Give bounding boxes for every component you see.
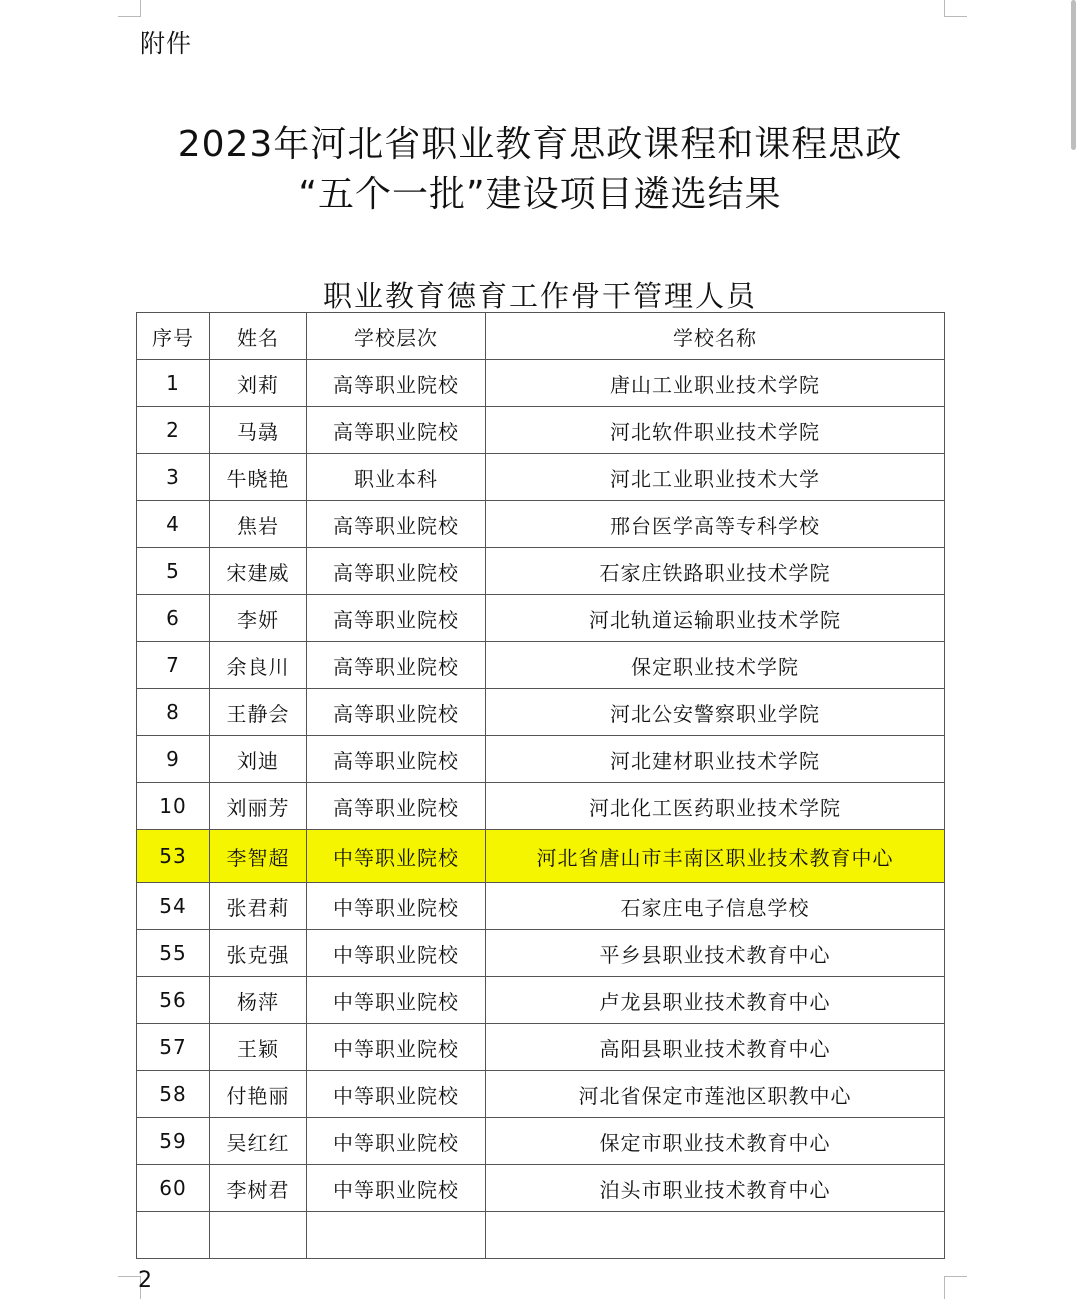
cell-school-name: 泊头市职业技术教育中心 bbox=[486, 1165, 945, 1212]
cell-index: 58 bbox=[137, 1071, 210, 1118]
cell-name: 付艳丽 bbox=[210, 1071, 307, 1118]
cell-name: 王静会 bbox=[210, 689, 307, 736]
cell-name: 王颖 bbox=[210, 1024, 307, 1071]
cell-name: 张君莉 bbox=[210, 883, 307, 930]
cell-school-level: 高等职业院校 bbox=[307, 595, 486, 642]
table-row bbox=[137, 595, 945, 642]
cell-school-level: 高等职业院校 bbox=[307, 689, 486, 736]
empty-cell bbox=[210, 1212, 307, 1259]
cell-index: 1 bbox=[137, 360, 210, 407]
cell-school-name: 河北省保定市莲池区职教中心 bbox=[486, 1071, 945, 1118]
cell-index: 8 bbox=[137, 689, 210, 736]
cell-school-name: 高阳县职业技术教育中心 bbox=[486, 1024, 945, 1071]
cell-school-name: 唐山工业职业技术学院 bbox=[486, 360, 945, 407]
table-row bbox=[137, 977, 945, 1024]
document-title-line2: “五个一批”建设项目遴选结果 bbox=[298, 174, 782, 215]
table-header-row bbox=[137, 313, 945, 360]
cell-school-level: 中等职业院校 bbox=[307, 830, 486, 883]
cell-name: 吴红红 bbox=[210, 1118, 307, 1165]
cell-school-level: 中等职业院校 bbox=[307, 977, 486, 1024]
cell-index: 5 bbox=[137, 548, 210, 595]
empty-cell bbox=[137, 1212, 210, 1259]
cell-index: 7 bbox=[137, 642, 210, 689]
cell-name: 李树君 bbox=[210, 1165, 307, 1212]
cell-index: 9 bbox=[137, 736, 210, 783]
cell-index: 4 bbox=[137, 501, 210, 548]
table-row bbox=[137, 1118, 945, 1165]
page-number: 2 bbox=[138, 1268, 152, 1293]
crop-mark-top-left bbox=[118, 0, 141, 17]
cell-index: 10 bbox=[137, 783, 210, 830]
cell-index: 2 bbox=[137, 407, 210, 454]
table-body bbox=[137, 360, 945, 1259]
cell-name: 焦岩 bbox=[210, 501, 307, 548]
cell-school-level: 高等职业院校 bbox=[307, 736, 486, 783]
cell-school-name: 河北公安警察职业学院 bbox=[486, 689, 945, 736]
cell-school-level: 中等职业院校 bbox=[307, 930, 486, 977]
cell-school-name: 邢台医学高等专科学校 bbox=[486, 501, 945, 548]
cell-name: 张克强 bbox=[210, 930, 307, 977]
table-subtitle: 职业教育德育工作骨干管理人员 bbox=[322, 279, 757, 313]
cell-school-name: 卢龙县职业技术教育中心 bbox=[486, 977, 945, 1024]
cell-school-level: 中等职业院校 bbox=[307, 1118, 486, 1165]
cell-name: 马骉 bbox=[210, 407, 307, 454]
cell-school-name: 河北建材职业技术学院 bbox=[486, 736, 945, 783]
table-row bbox=[137, 360, 945, 407]
cell-name: 牛晓艳 bbox=[210, 454, 307, 501]
cell-index: 55 bbox=[137, 930, 210, 977]
crop-mark-bottom-right bbox=[944, 1276, 967, 1299]
cell-school-name: 河北轨道运输职业技术学院 bbox=[486, 595, 945, 642]
table-row bbox=[137, 548, 945, 595]
empty-cell bbox=[486, 1212, 945, 1259]
header-school-level: 学校层次 bbox=[307, 313, 486, 360]
attachment-label: 附件 bbox=[140, 29, 193, 58]
cell-school-name: 河北化工医药职业技术学院 bbox=[486, 783, 945, 830]
cell-index: 53 bbox=[137, 830, 210, 883]
table-row bbox=[137, 1165, 945, 1212]
cell-school-level: 中等职业院校 bbox=[307, 1165, 486, 1212]
table-row bbox=[137, 689, 945, 736]
cell-school-level: 高等职业院校 bbox=[307, 642, 486, 689]
results-table bbox=[136, 312, 945, 1259]
cell-school-name: 保定职业技术学院 bbox=[486, 642, 945, 689]
cell-index: 6 bbox=[137, 595, 210, 642]
cell-school-level: 中等职业院校 bbox=[307, 883, 486, 930]
cell-school-level: 高等职业院校 bbox=[307, 783, 486, 830]
cell-school-level: 高等职业院校 bbox=[307, 501, 486, 548]
crop-mark-top-right bbox=[944, 0, 967, 17]
table-row bbox=[137, 1024, 945, 1071]
table-row bbox=[137, 883, 945, 930]
header-school-name: 学校名称 bbox=[486, 313, 945, 360]
cell-school-level: 中等职业院校 bbox=[307, 1024, 486, 1071]
cell-school-level: 高等职业院校 bbox=[307, 407, 486, 454]
cell-name: 杨萍 bbox=[210, 977, 307, 1024]
empty-cell bbox=[307, 1212, 486, 1259]
table-row-empty bbox=[137, 1212, 945, 1259]
cell-index: 59 bbox=[137, 1118, 210, 1165]
cell-index: 3 bbox=[137, 454, 210, 501]
cell-school-name: 河北软件职业技术学院 bbox=[486, 407, 945, 454]
cell-school-level: 职业本科 bbox=[307, 454, 486, 501]
cell-school-name: 河北省唐山市丰南区职业技术教育中心 bbox=[486, 830, 945, 883]
table-row bbox=[137, 1071, 945, 1118]
table-row bbox=[137, 501, 945, 548]
header-name: 姓名 bbox=[210, 313, 307, 360]
table-row bbox=[137, 407, 945, 454]
cell-name: 刘丽芳 bbox=[210, 783, 307, 830]
cell-name: 刘莉 bbox=[210, 360, 307, 407]
table-row bbox=[137, 736, 945, 783]
cell-school-level: 高等职业院校 bbox=[307, 360, 486, 407]
table-row bbox=[137, 642, 945, 689]
cell-school-name: 石家庄电子信息学校 bbox=[486, 883, 945, 930]
cell-index: 56 bbox=[137, 977, 210, 1024]
header-index: 序号 bbox=[137, 313, 210, 360]
table-row bbox=[137, 454, 945, 501]
cell-school-name: 保定市职业技术教育中心 bbox=[486, 1118, 945, 1165]
cell-index: 54 bbox=[137, 883, 210, 930]
table-row bbox=[137, 783, 945, 830]
cell-name: 刘迪 bbox=[210, 736, 307, 783]
cell-index: 57 bbox=[137, 1024, 210, 1071]
cell-school-name: 河北工业职业技术大学 bbox=[486, 454, 945, 501]
document-title-line1: 2023年河北省职业教育思政课程和课程思政 bbox=[177, 124, 903, 165]
cell-school-name: 平乡县职业技术教育中心 bbox=[486, 930, 945, 977]
table-row bbox=[137, 830, 945, 883]
cell-name: 宋建威 bbox=[210, 548, 307, 595]
cell-name: 李妍 bbox=[210, 595, 307, 642]
cell-index: 60 bbox=[137, 1165, 210, 1212]
cell-school-level: 中等职业院校 bbox=[307, 1071, 486, 1118]
cell-school-name: 石家庄铁路职业技术学院 bbox=[486, 548, 945, 595]
cell-name: 余良川 bbox=[210, 642, 307, 689]
table-row bbox=[137, 930, 945, 977]
cell-name: 李智超 bbox=[210, 830, 307, 883]
cell-school-level: 高等职业院校 bbox=[307, 548, 486, 595]
